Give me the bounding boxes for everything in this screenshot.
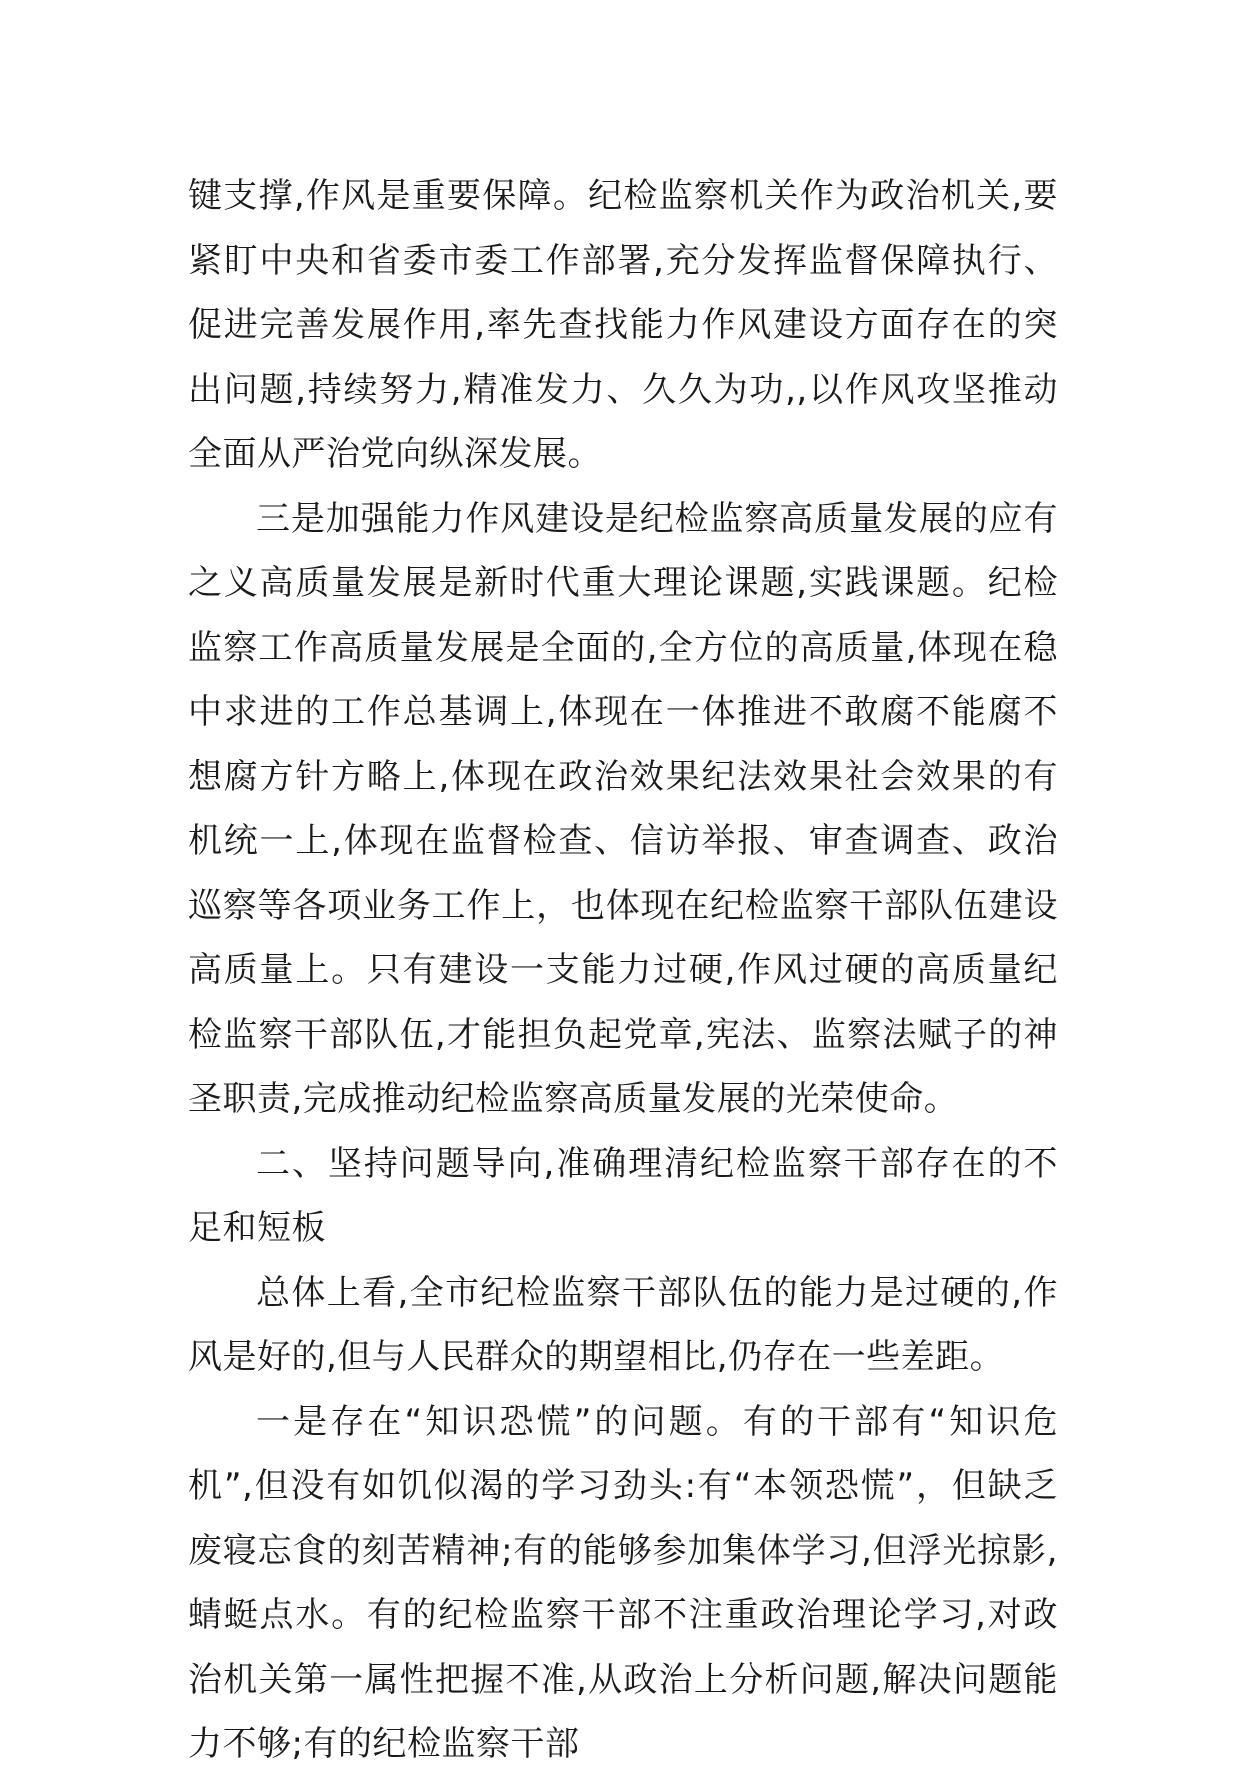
paragraph-continuation: 键支撑,作风是重要保障。纪检监察机关作为政治机关,要紧盯中央和省委市委工作部署,充分发挥监督保障执行、促进完善发展作用,率先查找能力作风建设方面存在的突出问题,持续努力,精准发力、久久为功,,以作风攻坚推动全面从严治党向纵深发展。 (188, 176, 1058, 474)
document-body (188, 164, 1058, 1777)
section-heading-two: 二、坚持问题导向,准确理清纪检监察干部存在的不足和短板 (188, 1143, 1058, 1248)
paragraph-point-one: 一是存在“知识恐慌”的问题。有的干部有“知识危机”,但没有如饥似渴的学习劲头:有“本领恐慌”，但缺乏废寝忘食的刻苦精神;有的能够参加集体学习,但浮光掠影,蜻蜓点水。有的纪检监察干部不注重政治理论学习,对政治机关第一属性把握不准,从政治上分析问题,解决问题能力不够;有的纪检监察干部 (188, 1401, 1058, 1764)
paragraph-overview: 总体上看,全市纪检监察干部队伍的能力是过硬的,作风是好的,但与人民群众的期望相比,仍存在一些差距。 (188, 1272, 1058, 1377)
paragraph-point-three: 三是加强能力作风建设是纪检监察高质量发展的应有之义高质量发展是新时代重大理论课题,实践课题。纪检监察工作高质量发展是全面的,全方位的高质量,体现在稳中求进的工作总基调上,体现在一体推进不敢腐不能腐不想腐方针方略上,体现在政治效果纪法效果社会效果的有机统一上,体现在监督检查、信访举报、审查调查、政治巡察等各项业务工作上，也体现在纪检监察干部队伍建设高质量上。只有建设一支能力过硬,作风过硬的高质量纪检监察干部队伍,才能担负起党章,宪法、监察法赋子的神圣职责,完成推动纪检监察高质量发展的光荣使命。 (188, 498, 1058, 1119)
